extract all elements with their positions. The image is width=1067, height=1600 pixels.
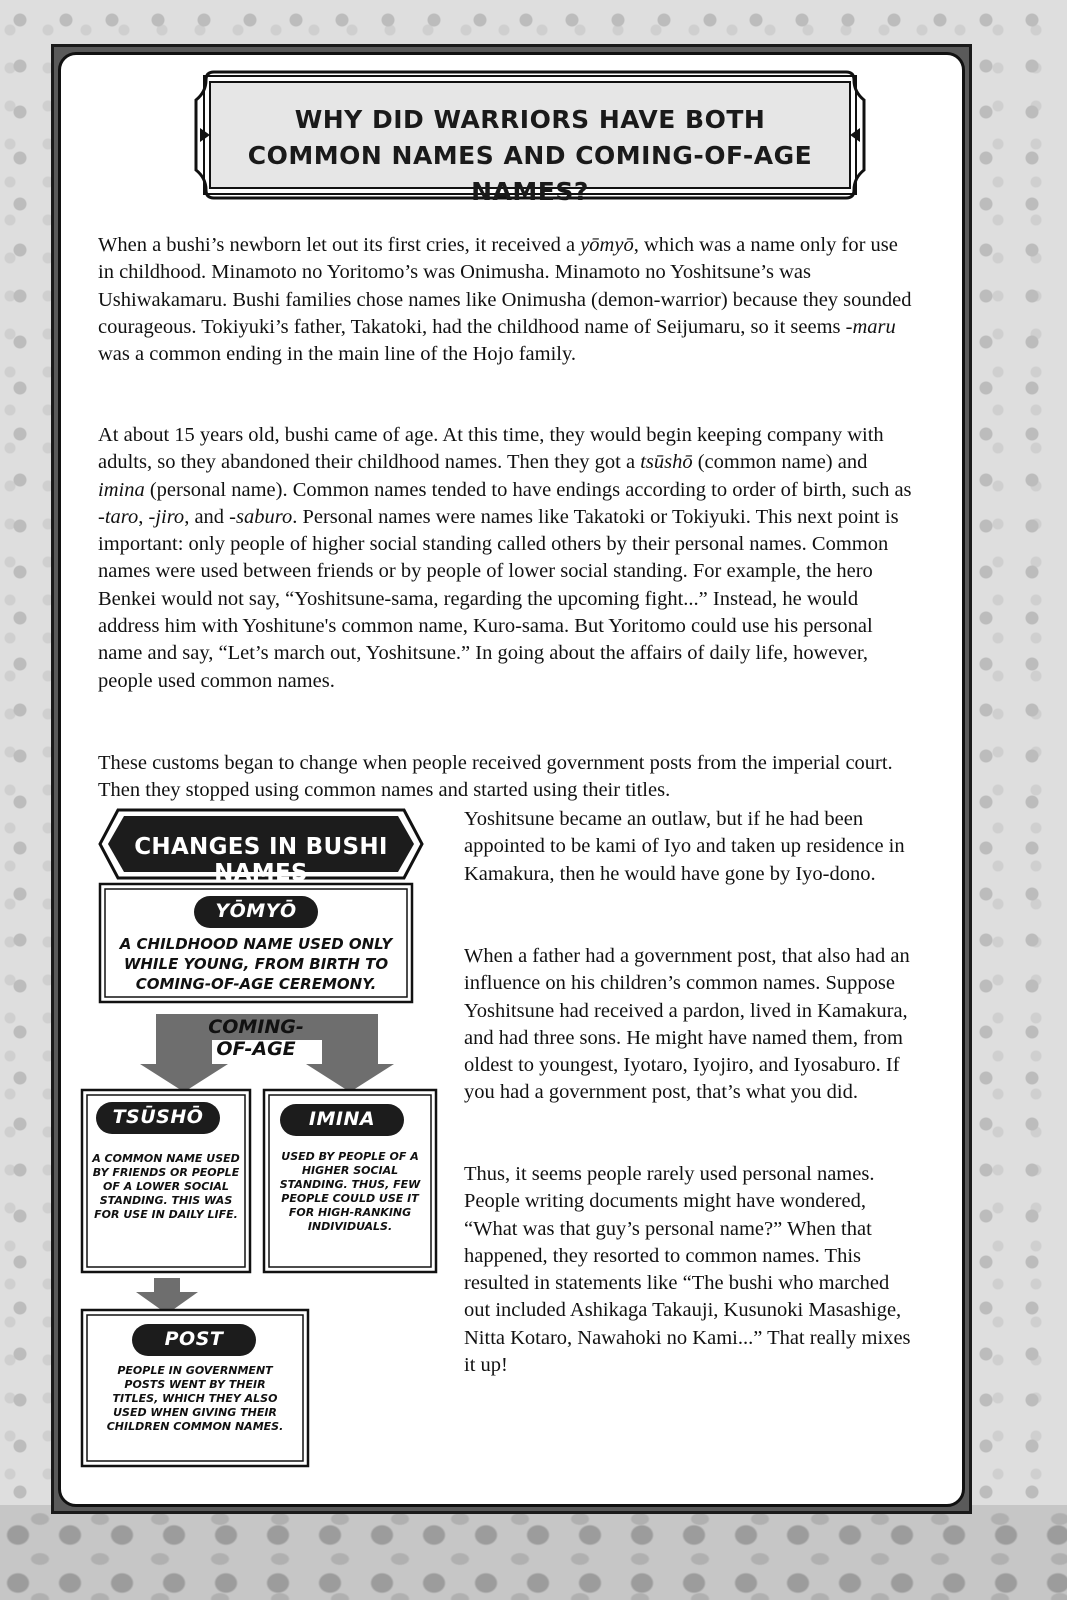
text-run: , which was a name only for use in childhood. Minamoto no Yoritomo’s was Onimusha. Minamoto no Yoshitsune’s was Ushiwakamaru. Bushi families chose names like Onimusha (demon-warrior) because they sounded courageous. Tokiyuki’s father, Takatoki, had the childhood name of Seijumaru, so it seems xyxy=(98,234,912,338)
title-line-2: COMMON NAMES AND COMING-OF-AGE NAMES? xyxy=(247,141,813,206)
text-run: . Personal names were names like Takatoki or Tokiyuki. This next point is important: only people of higher social standing called others by their personal names. Common names were used between friends or by people of lower social standing. For example, the hero Benkei would not say, “Yoshitsune-sama, regarding the upcoming fight...” Instead, he would address him with Yoshitune's common name, Kuro-sama. But Yoritomo could use his personal name and say, “Let’s march out, Yoshitsune.” In going about the affairs of daily life, however, people used common names. xyxy=(98,505,899,692)
italic-term: -maru xyxy=(845,315,896,338)
diagram-title: CHANGES IN BUSHI NAMES xyxy=(134,834,388,886)
text-run: (common name) and xyxy=(692,451,868,474)
title-line-1: WHY DID WARRIORS HAVE BOTH xyxy=(294,105,766,134)
title-banner xyxy=(192,70,868,206)
yomyo-description: A CHILDHOOD NAME USED ONLY WHILE YOUNG, FROM BIRTH TO COMING-OF-AGE CEREMONY. xyxy=(119,935,393,993)
text-run: , xyxy=(138,505,149,528)
paragraph-father-post xyxy=(464,943,919,1107)
decorative-bottom-band xyxy=(0,1505,1067,1600)
down-arrow-icon xyxy=(136,1278,198,1314)
text-run: , and xyxy=(184,505,230,528)
bushi-names-diagram xyxy=(78,816,454,1496)
italic-term: -jiro xyxy=(148,505,185,528)
paragraph-coming-of-age xyxy=(98,422,918,695)
text-run: (personal name). Common names tended to have endings according to order of birth, such as xyxy=(144,478,912,501)
post-description: PEOPLE IN GOVERNMENT POSTS WENT BY THEIR TITLES, WHICH THEY ALSO USED WHEN GIVING THEIR CHILDREN COMMON NAMES. xyxy=(106,1364,284,1433)
text-run: These customs began to change when people received government posts from the imperial court. Then they stopped using common names and started using their titles. xyxy=(98,752,893,802)
italic-term: yōmyō xyxy=(580,234,634,256)
text-run: Yoshitsune became an outlaw, but if he had been appointed to be kami of Iyo and taken up residence in Kamakura, then he would have gone by Iyo-dono. xyxy=(464,808,905,885)
paragraph-customs-change xyxy=(98,750,918,805)
coming-of-age-label: COMING-OF-AGE xyxy=(208,1016,304,1060)
text-run: When a father had a government post, that also had an influence on his children’s common names. Suppose Yoshitsune had received a pardon, lived in Kamakura, and had three sons. He might have named them, from oldest to youngest, Iyotaro, Iyojiro, and Iyosaburo. If you had a government post, that’s what you did. xyxy=(464,945,910,1104)
text-run: At about 15 years old, bushi came of age. At this time, they would begin keeping company with adults, so they abandoned their childhood names. Then they got a xyxy=(98,424,884,474)
paragraph-rarely-used xyxy=(464,1161,919,1379)
paragraph-yomyo xyxy=(98,232,918,368)
yomyo-label: YŌMYŌ xyxy=(215,900,297,922)
text-run: When a bushi’s newborn let out its first cries, it received a xyxy=(98,234,581,256)
post-label: POST xyxy=(164,1328,224,1350)
italic-term: -saburo xyxy=(229,505,293,528)
italic-term: imina xyxy=(98,478,145,501)
page-title xyxy=(192,102,868,210)
imina-label: IMINA xyxy=(308,1108,376,1130)
text-run: was a common ending in the main line of the Hojo family. xyxy=(98,343,577,366)
tsusho-description: A COMMON NAME USED BY FRIENDS OR PEOPLE OF A LOWER SOCIAL STANDING. THIS WAS FOR USE IN DAILY LIFE. xyxy=(92,1152,240,1221)
tsusho-label: TSŪSHŌ xyxy=(112,1106,204,1128)
paragraph-yoshitsune-outlaw xyxy=(464,806,919,888)
italic-term: -taro xyxy=(98,505,139,528)
imina-description: USED BY PEOPLE OF A HIGHER SOCIAL STANDING. THUS, FEW PEOPLE COULD USE IT FOR HIGH-RANKING INDIVIDUALS. xyxy=(279,1150,421,1233)
italic-term: tsūshō xyxy=(640,451,693,474)
text-run: Thus, it seems people rarely used personal names. People writing documents might have wondered, “What was that guy’s personal name?” When that happened, they resorted to common names. This resulted in statements like “The bushi who marched out included Ashikaga Takauji, Kusunoki Masashige, Nitta Kotaro, Nawahoki no Kami...” That really mixes it up! xyxy=(464,1163,911,1377)
